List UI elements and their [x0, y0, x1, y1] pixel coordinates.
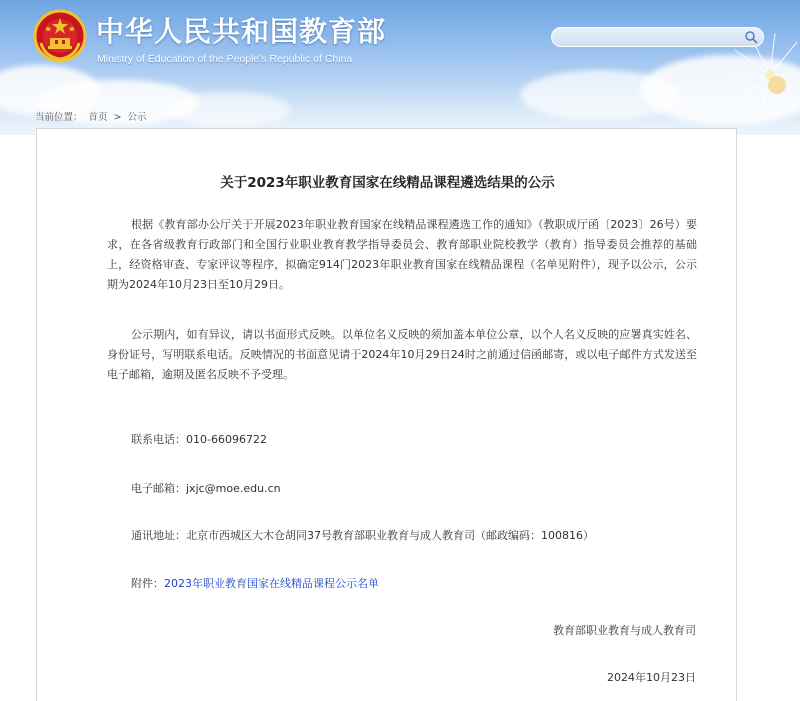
publish-date: 2024年10月23日	[607, 671, 696, 684]
breadcrumb-item-notice[interactable]: 公示	[127, 112, 147, 123]
search-icon[interactable]	[744, 30, 758, 44]
search-input[interactable]	[560, 29, 744, 47]
article-title: 关于2023年职业教育国家在线精品课程遴选结果的公示	[220, 175, 555, 191]
breadcrumb-label: 当前位置：	[35, 112, 83, 123]
search-box[interactable]	[551, 27, 764, 47]
national-emblem-icon	[33, 9, 87, 63]
article-paragraph: 根据《教育部办公厅关于开展2023年职业教育国家在线精品课程遴选工作的通知》（教职成厅函〔2023〕26号）要求，在各省级教育行政部门和全国行业职业教育教学指导委员会、教育部职业院校教学（教育）指导委员会推荐的基础上，经资格审查、专家评议等程序，拟确定914门2023年职业教育国家在线精品课程（名单见附件），现予以公示，公示期为2024年10月23日至10月29日。	[107, 218, 697, 291]
site-title: 中华人民共和国教育部	[96, 15, 387, 48]
attachment-label: 附件：	[131, 577, 164, 590]
breadcrumb	[35, 109, 153, 123]
cloud-decoration	[170, 92, 290, 127]
contact-email: 电子邮箱：jxjc@moe.edu.cn	[131, 482, 281, 495]
article-paragraph: 公示期内，如有异议，请以书面形式反映。以单位名义反映的须加盖本单位公章，以个人名义反映的应署真实姓名、身份证号，写明联系电话。反映情况的书面意见请于2024年10月29日24时之前通过信函邮寄，或以电子邮件方式发送至电子邮箱，逾期及匿名反映不予受理。	[107, 328, 697, 381]
signer: 教育部职业教育与成人教育司	[553, 624, 696, 637]
site-subtitle: Ministry of Education of the People's Republic of China	[97, 53, 353, 65]
attachment-line	[131, 575, 379, 591]
article-panel	[36, 128, 737, 701]
breadcrumb-item-home[interactable]: 首页	[88, 112, 108, 123]
breadcrumb-separator: >	[113, 112, 122, 123]
contact-address: 通讯地址：北京市西城区大木仓胡同37号教育部职业教育与成人教育司（邮政编码：100816）	[131, 529, 594, 542]
attachment-link[interactable]: 2023年职业教育国家在线精品课程公示名单	[164, 577, 379, 590]
contact-phone: 联系电话：010-66096722	[131, 433, 267, 446]
